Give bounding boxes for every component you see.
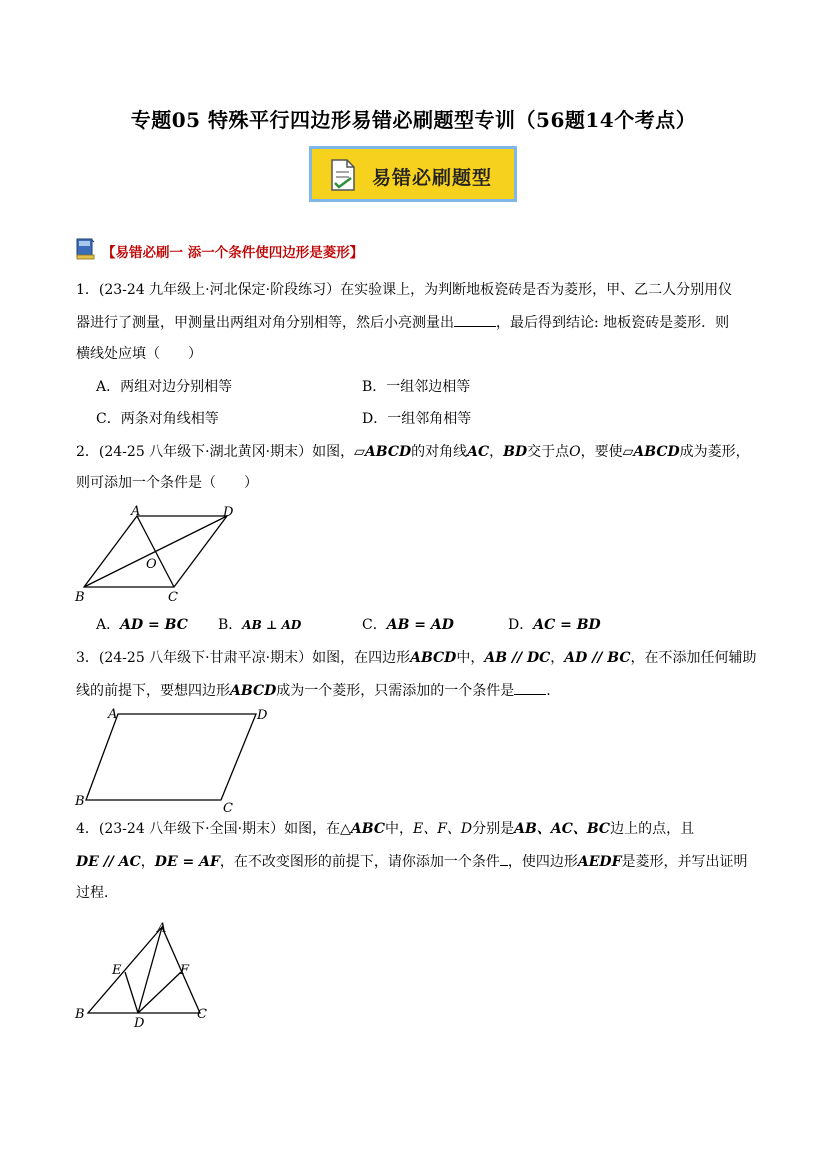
q1-line1: 1．(23-24 九年级上·河北保定·阶段练习）在实验课上，为判断地板瓷砖是否为菱形，甲、乙二人分别用仪 [76,282,733,298]
fig-label-d: D [223,505,234,520]
fig-label-d: D [257,708,268,723]
q1-option-a: A．两组对边分别相等 [96,379,233,395]
checklist-document-icon [330,159,356,191]
fig-label-b: B [75,794,85,809]
section-label: 【易错必刷一 添一个条件使四边形是菱形】 [102,245,364,261]
fig-label-b: B [75,1007,85,1022]
answer-blank [514,680,546,695]
fig-label-a: A [157,921,167,936]
q2-line1: 2．(24-25 八年级下·湖北黄冈·期末）如图，▱ABCD的对角线AC，BD交于点O，要使▱ABCD成为菱形， [76,444,750,460]
fig-label-c: C [197,1007,207,1022]
fig-label-b: B [75,590,85,605]
q2-option-c: C．AB = AD [362,617,454,633]
banner-label: 易错必刷题型 [372,167,493,189]
fig-label-c: C [168,590,178,605]
fig-label-e: E [112,963,122,978]
page-title: 专题05 特殊平行四边形易错必刷题型专训（56题14个考点） [130,108,697,132]
q4-triangle-figure [70,915,220,1030]
q2-parallelogram-2: ▱ABCD [622,444,680,460]
q1-line3: 横线处应填（ ） [76,346,202,362]
q2-parallelogram-figure [70,500,250,606]
fig-label-f: F [180,963,190,978]
q4-line3: 过程． [76,885,118,901]
answer-blank [454,312,496,327]
answer-blank [500,851,508,866]
q2-option-b: B．AB ⊥ AD [218,617,302,633]
q1-option-d: D．一组邻角相等 [362,411,472,427]
q3-line2: 线的前提下，要想四边形ABCD成为一个菱形，只需添加的一个条件是 . [76,680,551,701]
q2-option-d: D．AC = BD [508,617,601,633]
q3-line1: 3．(24-25 八年级下·甘肃平凉·期末）如图，在四边形ABCD中，AB // DC，AD // BC，在不添加任何辅助 [76,650,757,666]
fig-label-d: D [134,1016,145,1030]
q4-line1: 4．(23-24 八年级下·全国·期末）如图，在△ABC中，E、F、D分别是AB、AC、BC边上的点，且 [76,821,695,837]
fig-label-a: A [131,504,141,519]
fig-label-a: A [108,707,118,722]
q1-option-b: B．一组邻边相等 [362,379,471,395]
q2-option-a: A．AD = BC [96,617,188,633]
fig-label-c: C [223,801,233,814]
q1-line2: 器进行了测量，甲测量出两组对角分别相等，然后小亮测量出 ，最后得到结论: 地板瓷砖是菱形．则 [76,312,729,333]
q2-line2: 则可添加一个条件是（ ） [76,475,258,491]
fig-label-o: O [146,557,157,572]
banner [309,146,517,202]
q1-option-c: C．两条对角线相等 [96,411,219,427]
q3-parallelogram-figure [70,702,280,814]
q2-parallelogram-1: ▱ABCD [354,444,412,460]
book-icon [74,238,96,260]
q4-line2: DE // AC，DE = AF，在不改变图形的前提下，请你添加一个条件 ，使四边形AEDF是菱形，并写出证明 [76,851,748,872]
